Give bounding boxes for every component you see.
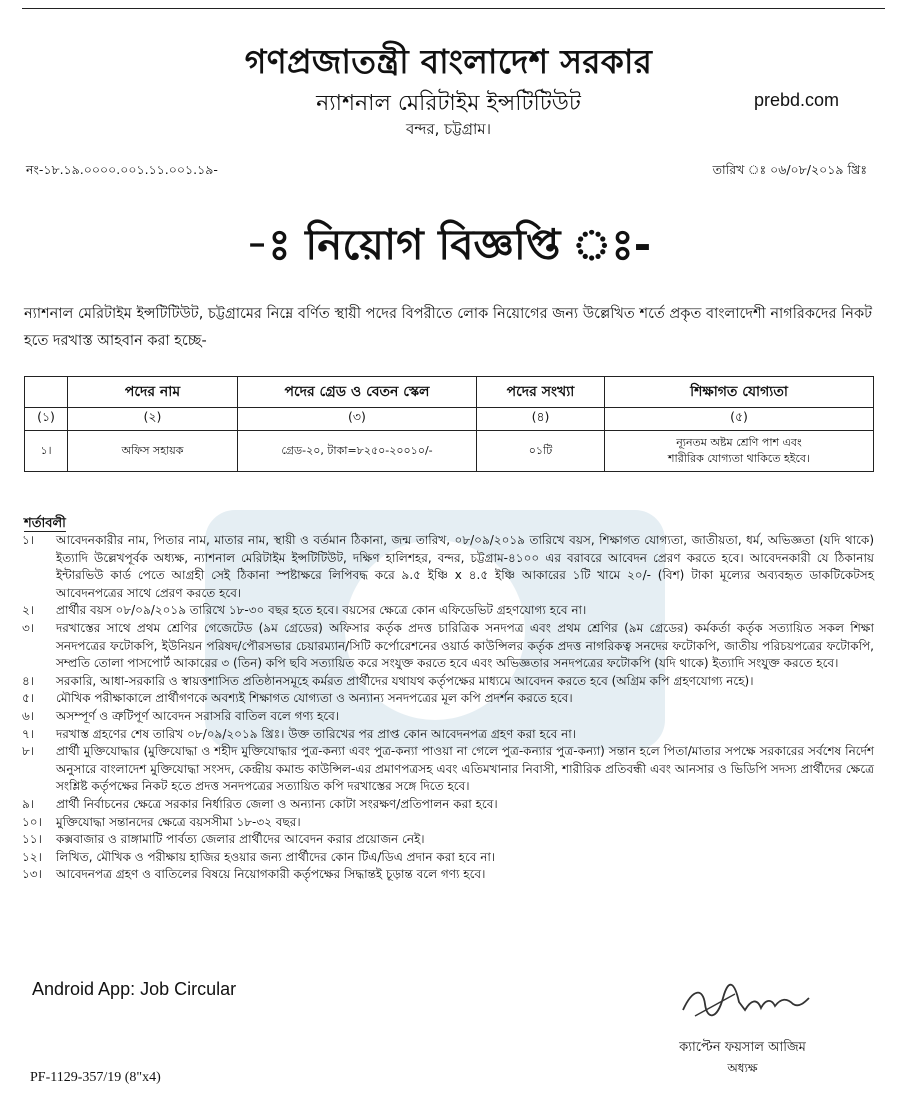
term-item bbox=[22, 690, 874, 708]
top-border bbox=[22, 8, 885, 9]
institute-location: বন্দর, চট্টগ্রাম। bbox=[405, 120, 491, 138]
term-text: প্রার্থী নির্বাচনের ক্ষেত্রে সরকার নির্ধারিত জেলা ও অন্যান্য কোটা সংরক্ষণ/প্রতিপালন করা হবে। bbox=[56, 796, 498, 811]
term-text: আবেদনপত্র গ্রহণ ও বাতিলের বিষয়ে নিয়োগকারী কর্তৃপক্ষের সিদ্ধান্তই চূড়ান্ত বলে গণ্য হবে। bbox=[56, 867, 486, 882]
term-number: ৬। bbox=[22, 708, 35, 723]
terms-heading-text: শর্তাবলী bbox=[24, 516, 66, 531]
site-watermark: prebd.com bbox=[753, 90, 839, 110]
row-count: ০১টি bbox=[477, 431, 605, 472]
government-title: গণপ্রজাতন্ত্রী বাংলাদেশ সরকার bbox=[244, 42, 653, 81]
term-item bbox=[22, 743, 874, 796]
signer-name: ক্যাপ্টেন ফয়সাল আজিম bbox=[679, 1040, 806, 1055]
term-number: ১১। bbox=[22, 832, 42, 847]
posts-table bbox=[24, 376, 874, 472]
term-number: ২। bbox=[22, 603, 35, 618]
term-number: ৩। bbox=[22, 620, 35, 635]
term-number: ১৩। bbox=[22, 867, 42, 882]
term-number: ৯। bbox=[22, 796, 35, 811]
pf-code: PF-1129-357/19 (8"x4) bbox=[30, 1070, 161, 1085]
col-number: (৪) bbox=[477, 408, 605, 431]
col-number: (৫) bbox=[605, 408, 874, 431]
term-number: ৫। bbox=[22, 691, 35, 706]
notice-date: তারিখ ঃ ০৬/০৮/২০১৯ খ্রিঃ bbox=[712, 162, 867, 177]
institute-name: ন্যাশনাল মেরিটাইম ইন্সটিটিউট bbox=[316, 91, 581, 116]
term-text: দরখাস্ত গ্রহণের শেষ তারিখ ০৮/০৯/২০১৯ খ্রিঃ। উক্ত তারিখের পর প্রাপ্ত কোন আবেদনপত্র গ্রহণ করা হবে না। bbox=[56, 726, 577, 741]
term-item bbox=[22, 673, 874, 691]
table-row bbox=[25, 431, 874, 472]
term-item bbox=[22, 849, 874, 867]
term-item bbox=[22, 866, 874, 884]
table-header-row bbox=[25, 377, 874, 408]
header-cell-qualification: শিক্ষাগত যোগ্যতা bbox=[605, 377, 874, 408]
term-item bbox=[22, 708, 874, 726]
header-cell-post-name: পদের নাম bbox=[68, 377, 238, 408]
term-number: ৭। bbox=[22, 726, 35, 741]
col-number: (১) bbox=[25, 408, 68, 431]
qualification-line: শারীরিক যোগ্যতা থাকিতে হইবে। bbox=[668, 452, 810, 465]
term-text: লিখিত, মৌখিক ও পরীক্ষায় হাজির হওয়ার জন্য প্রার্থীদের কোন টিএ/ডিএ প্রদান করা হবে না। bbox=[56, 849, 496, 864]
signer-designation: অধ্যক্ষ bbox=[727, 1061, 758, 1075]
term-text: মৌখিক পরীক্ষাকালে প্রার্থীগণকে অবশ্যই শিক্ষাগত যোগ্যতা ও অন্যান্য সনদপত্রের মূল কপি প্রদর্শন করতে হবে। bbox=[56, 691, 573, 706]
android-app-note: Android App: Job Circular bbox=[32, 979, 237, 999]
row-serial: ১। bbox=[25, 431, 68, 472]
intro-paragraph: ন্যাশনাল মেরিটাইম ইন্সটিটিউট, চট্টগ্রামের নিম্নে বর্ণিত স্থায়ী পদের বিপরীতে লোক নিয়োগের জন্য উল্লেখিত শর্তে প্রকৃত বাংলাদেশী নাগরিকদের নিকট হতে দরখাস্ত আহবান করা হচ্ছে- bbox=[24, 306, 872, 349]
header-cell-count: পদের সংখ্যা bbox=[477, 377, 605, 408]
term-number: ১২। bbox=[22, 849, 42, 864]
term-item bbox=[22, 796, 874, 814]
table-column-number-row bbox=[25, 408, 874, 431]
row-grade: গ্রেড-২০, টাকা=৮২৫০-২০০১০/- bbox=[238, 431, 477, 472]
signature-image bbox=[675, 980, 815, 1026]
term-text: কক্সবাজার ও রাঙ্গামাটি পার্বত্য জেলার প্রার্থীদের আবেদন করার প্রয়োজন নেই। bbox=[56, 832, 425, 847]
term-item bbox=[22, 602, 874, 620]
memo-number: নং-১৮.১৯.০০০০.০০১.১১.০০১.১৯- bbox=[26, 162, 218, 177]
term-item bbox=[22, 620, 874, 673]
term-item bbox=[22, 532, 874, 602]
col-number: (২) bbox=[68, 408, 238, 431]
term-number: ৪। bbox=[22, 673, 35, 688]
term-item bbox=[22, 814, 874, 832]
term-text: আবেদনকারীর নাম, পিতার নাম, মাতার নাম, স্থায়ী ও বর্তমান ঠিকানা, জন্ম তারিখ, ০৮/০৯/২০১৯ তারিখে বয়স, শিক্ষাগত যোগ্যতা, জাতীয়তা, ধর্ম, অভিজ্ঞতা (যদি থাকে) ইত্যাদি উল্লেখপূর্বক অধ্যক্ষ, ন্যাশনাল মেরিটাইম ইন্সটিটিউট, দক্ষিণ হালিশহর, বন্দর, চট্টগ্রাম-৪১০০ এর বরাবরে আবেদন প্রেরণ করতে হবে। আবেদনকারী যে ঠিকানায় ইন্টারভিউ কার্ড পেতে আগ্রহী সেই ঠিকানা স্পষ্টাক্ষরে লিপিবদ্ধ করে ৯.৫ ইঞ্চি x ৪.৫ ইঞ্চি আকারের ১টি খামে ২০/- (বিশ) টাকা মূল্যের অব্যবহৃত ডাকটিকেটসহ আবেদনপত্রের সাথে প্রেরণ করতে হবে। bbox=[56, 533, 874, 600]
terms-list bbox=[22, 532, 874, 884]
header-cell-grade: পদের গ্রেড ও বেতন স্কেল bbox=[238, 377, 477, 408]
term-number: ৮। bbox=[22, 744, 35, 759]
term-text: প্রার্থীর বয়স ০৮/০৯/২০১৯ তারিখে ১৮-৩০ বছর হতে হবে। বয়সের ক্ষেত্রে কোন এফিডেভিট গ্রহণযোগ্য হবে না। bbox=[56, 603, 587, 618]
term-text: সরকারি, আধা-সরকারি ও স্বায়ত্তশাসিত প্রতিষ্ঠানসমূহে কর্মরত প্রার্থীদের যথাযথ কর্তৃপক্ষের মাধ্যমে আবেদন করতে হবে (অগ্রিম কপি গ্রহণযোগ্য নহে)। bbox=[56, 673, 754, 688]
term-text: মুক্তিযোদ্ধা সন্তানদের ক্ষেত্রে বয়সসীমা ১৮-৩২ বছর। bbox=[56, 814, 301, 829]
qualification-line: ন্যূনতম অষ্টম শ্রেণি পাশ এবং bbox=[676, 436, 802, 449]
row-post-name: অফিস সহায়ক bbox=[68, 431, 238, 472]
row-qualification bbox=[605, 431, 874, 472]
term-item bbox=[22, 726, 874, 744]
col-number: (৩) bbox=[238, 408, 477, 431]
header-cell-sl bbox=[25, 377, 68, 408]
term-number: ১। bbox=[22, 533, 35, 547]
term-text: দরখাস্তের সাথে প্রথম শ্রেণির গেজেটেড (৯ম গ্রেডের) অফিসার কর্তৃক প্রদত্ত চারিত্রিক সনদপত্র এবং প্রথম শ্রেণির (৯ম গ্রেডের) কর্মকর্তা কর্তৃক সত্যায়িত সকল শিক্ষা সনদপত্রের ফটোকপি, ইউনিয়ন পরিষদ/পৌরসভার চেয়ারম্যান/সিটি কর্পোরেশনের ওয়ার্ড কাউন্সিলর কর্তৃক প্রদত্ত নাগরিকত্ব সনদের ফটোকপি, জাতীয় পরিচয়পত্রের ফটোকপি, সম্প্রতি তোলা পাসপোর্ট আকারের ৩ (তিন) কপি ছবি সত্যায়িত করে সংযুক্ত করতে হবে এবং অভিজ্ঞতার সনদপত্রের ফটোকপি (যদি থাকে) ইত্যাদি সংযুক্ত করতে হবে। bbox=[56, 620, 874, 671]
notice-title: -ঃ নিয়োগ বিজ্ঞপ্তি ঃ- bbox=[245, 220, 652, 269]
term-text: অসম্পূর্ণ ও ত্রুটিপূর্ণ আবেদন সরাসরি বাতিল বলে গণ্য হবে। bbox=[56, 708, 340, 723]
term-item bbox=[22, 831, 874, 849]
term-text: প্রার্থী মুক্তিযোদ্ধার (মুক্তিযোদ্ধা ও শহীদ মুক্তিযোদ্ধার পুত্র-কন্যা এবং পুত্র-কন্যা পাওয়া না গেলে পুত্র-কন্যার পুত্র-কন্যা) সন্তান হলে পিতা/মাতার সপক্ষে সরকারের সর্বশেষ নির্দেশ অনুসারে বাংলাদেশ মুক্তিযোদ্ধা সংসদ, কেন্দ্রীয় কমান্ড কাউন্সিল-এর প্রমাণপত্রসহ এবং এতিমখানার নিবাসী, শারীরিক প্রতিবন্ধী এবং আনসার ও ভিডিপি সদস্য প্রার্থীদের ক্ষেত্রে সংশ্লিষ্ট কর্তৃপক্ষের নিকট হতে প্রদত্ত সনদপত্রের সত্যায়িত কপি দরখাস্তের সঙ্গে দিতে হবে। bbox=[56, 744, 874, 794]
term-number: ১০। bbox=[22, 814, 42, 829]
